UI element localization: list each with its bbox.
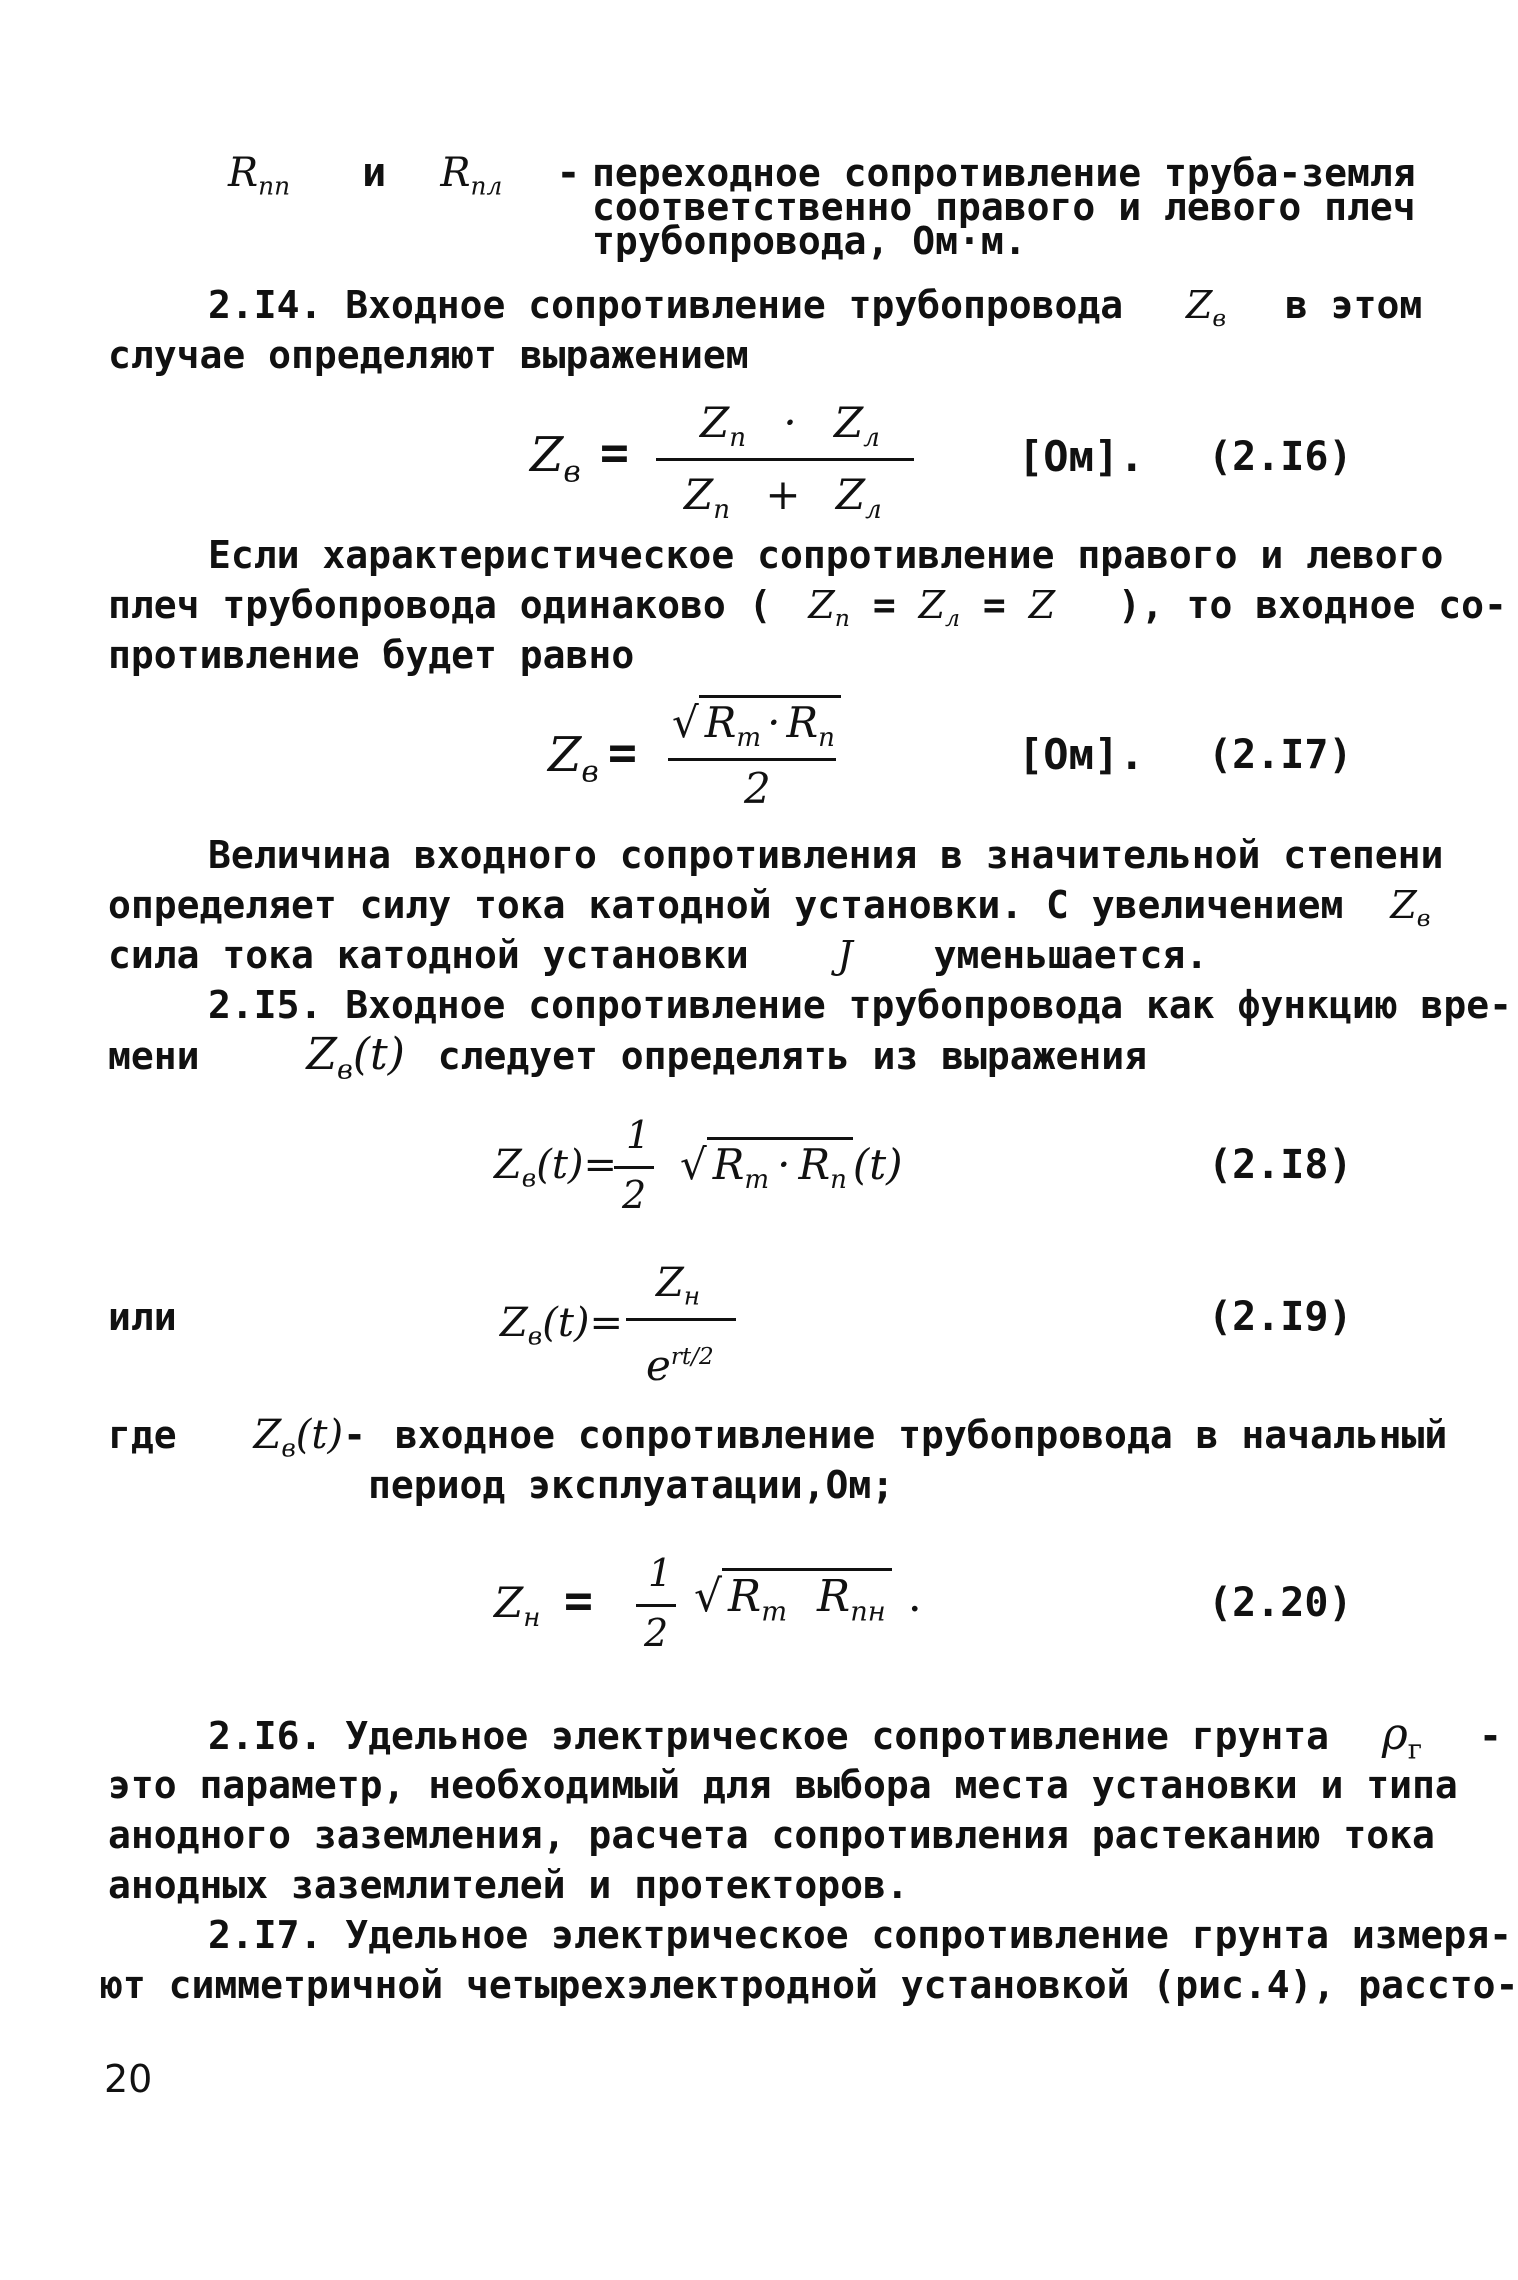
zv-symbol: $Z_в$	[1186, 283, 1227, 333]
conjunction: и	[362, 150, 387, 196]
eq-2-20-fraction-bar	[636, 1604, 676, 1607]
para-2-17-line-1: 2.I7. Удельное электрическое сопротивление грунта измеря-	[208, 1913, 1513, 1957]
eq-2-16-number: (2.I6)	[1208, 434, 1353, 480]
para-2-15-line-2: мени $Z_в(t)$ следует определять из выражения	[108, 1029, 1147, 1086]
para-equal-line-3: противление будет равно	[108, 633, 635, 677]
eq-2-16-lhs: $Z_в$	[530, 427, 581, 490]
eq-2-17-denominator: 2	[744, 764, 771, 813]
eq-2-18-lhs: $Z_в(t)=$	[494, 1142, 618, 1193]
eq-2-16-equals: =	[600, 425, 629, 481]
eq-2-16-unit: [Ом].	[1018, 432, 1145, 481]
para-equal-line-1: Если характеристическое сопротивление правого и левого	[208, 533, 1444, 577]
eq-2-19-denominator: $e^{rt/2}$	[646, 1341, 714, 1391]
r-pp-symbol: $R_{пп}$	[228, 150, 291, 201]
eq-2-20-number: (2.20)	[1208, 1580, 1353, 1626]
para-equal-line-2: плеч трубопровода одинаково ( $Z_п = Z_л = Z$ ), то входное со-	[108, 583, 1507, 633]
eq-2-20-equals: =	[564, 1573, 593, 1629]
eq-2-20-frac-num: 1	[648, 1551, 673, 1595]
eq-2-19-number: (2.I9)	[1208, 1294, 1353, 1340]
para-2-16-line-4: анодных заземлителей и протекторов.	[108, 1863, 909, 1907]
eq-2-17-fraction-bar	[668, 758, 836, 761]
where-line-1: где $Z_в(t)-$ входное сопротивление трубопровода в начальный	[108, 1412, 1448, 1463]
eq-2-20-frac-den: 2	[644, 1611, 669, 1655]
eq-2-18-frac-num: 1	[626, 1113, 651, 1157]
eq-2-20-radical: √ $R_т$ $R_{пн}$ .	[694, 1574, 922, 1636]
definition-dash: -	[556, 150, 581, 196]
eq-2-17-unit: [Ом].	[1018, 730, 1145, 779]
para-2-14-line-1: 2.I4. Входное сопротивление трубопровода $Z_в$ в этом	[208, 283, 1423, 333]
eq-2-19-numerator: $Z_н$	[656, 1260, 701, 1311]
eq-2-19-or: или	[108, 1295, 177, 1339]
eq-2-16-numerator: $Z_п \cdot Z_л$	[700, 398, 880, 454]
para-2-16-line-3: анодного заземления, расчета сопротивления растеканию тока	[108, 1813, 1435, 1857]
eq-2-18-fraction-bar	[614, 1166, 654, 1169]
definition-line-3: трубопровода, Ом·м.	[592, 219, 1027, 263]
page-number: 20	[104, 2057, 153, 2101]
definition-symbols	[228, 150, 580, 210]
para-2-16-line-1: 2.I6. Удельное электрическое сопротивление грунта $\rho_г$ -	[208, 1709, 1502, 1766]
eq-2-18-radical: √ $R_т \cdot R_п$ (t)	[680, 1142, 902, 1203]
eq-2-18-number: (2.I8)	[1208, 1142, 1353, 1188]
para-2-17-line-2: ют симметричной четырехэлектродной установкой (рис.4), рассто-	[100, 1963, 1518, 2007]
para-2-16-line-2: это параметр, необходимый для выбора места установки и типа	[108, 1763, 1458, 1807]
eq-2-19-lhs: $Z_в(t)=$	[500, 1300, 624, 1351]
eq-2-17-lhs: $Z_в$	[548, 727, 599, 790]
eq-2-17-radical: √ $R_т \cdot R_п$	[672, 700, 841, 761]
r-pl-symbol: $R_{пл}$	[440, 150, 503, 201]
eq-2-19-fraction-bar	[626, 1318, 736, 1321]
where-line-2: период эксплуатации,Ом;	[368, 1463, 895, 1507]
definition-line-2: соответственно правого и левого плеч	[592, 185, 1416, 229]
eq-2-17-equals: =	[608, 725, 637, 781]
eq-2-16-fraction-bar	[656, 458, 914, 461]
eq-2-20-lhs: $Z_н$	[494, 1578, 541, 1634]
para-magnitude-line-1: Величина входного сопротивления в значительной степени	[208, 833, 1444, 877]
para-2-14-line-2: случае определяют выражением	[108, 333, 749, 377]
para-magnitude-line-3: сила тока катодной установки J уменьшается.	[108, 933, 1209, 977]
para-2-15-line-1: 2.I5. Входное сопротивление трубопровода как функцию вре-	[208, 983, 1513, 1027]
eq-2-17-number: (2.I7)	[1208, 732, 1353, 778]
para-magnitude-line-2: определяет силу тока катодной установки. С увеличением $Z_в$	[108, 883, 1431, 933]
eq-2-18-frac-den: 2	[622, 1173, 647, 1217]
definition-line-1: переходное сопротивление труба-земля	[592, 151, 1416, 195]
eq-2-16-denominator: $Z_п + Z_л$	[684, 470, 882, 526]
